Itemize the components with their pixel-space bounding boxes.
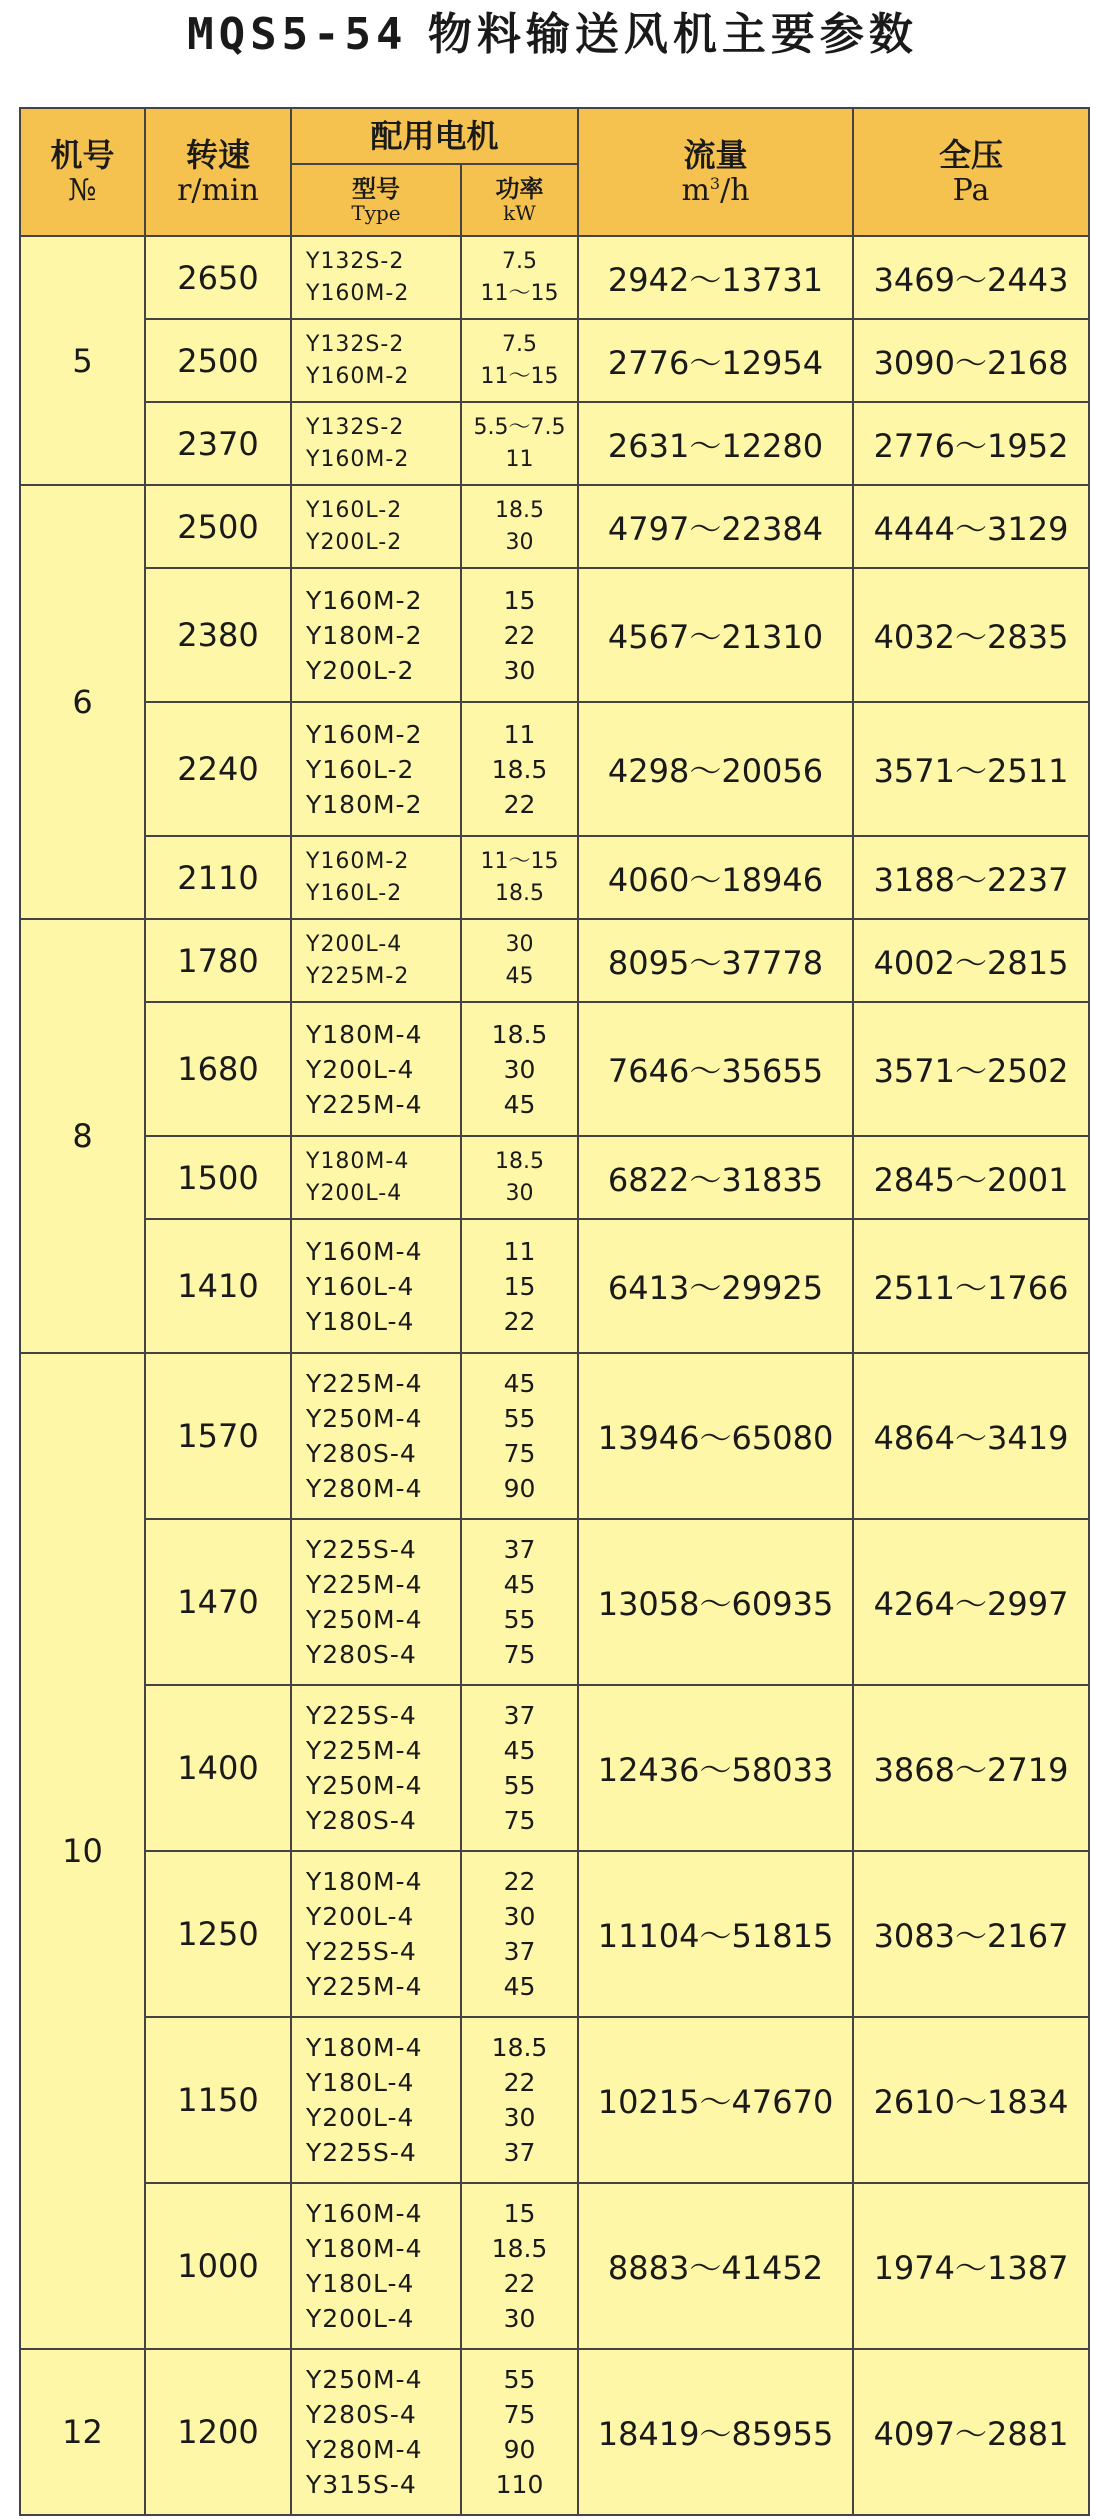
motor-type: Y180L-4 xyxy=(306,2068,415,2097)
header-flow-unit xyxy=(579,174,852,208)
motor-power: 30 xyxy=(505,529,534,555)
motor-power: 5.5～7.5 xyxy=(473,414,566,440)
motor-power: 30 xyxy=(503,2304,536,2333)
motor-type: Y180L-4 xyxy=(306,2269,415,2298)
motor-type: Y280S-4 xyxy=(306,2400,417,2429)
motor-power: 18.5 xyxy=(491,754,548,784)
motor-type: Y160L-4 xyxy=(306,1271,415,1301)
table-row xyxy=(20,2017,1089,2183)
flow-unit-h: /h xyxy=(720,173,750,208)
parameters-table xyxy=(19,107,1090,2516)
speed-cell: 2650 xyxy=(145,236,291,319)
motor-power: 75 xyxy=(503,1439,536,1468)
motor-power-cell xyxy=(461,1219,578,1353)
motor-power: 22 xyxy=(503,1306,536,1336)
motor-type-cell xyxy=(291,919,461,1002)
motor-power: 55 xyxy=(503,1605,536,1634)
motor-power: 45 xyxy=(503,1972,536,2001)
table-row xyxy=(20,919,1089,1002)
table-row xyxy=(20,319,1089,402)
motor-type: Y160M-2 xyxy=(306,585,423,615)
motor-type: Y280S-4 xyxy=(306,1439,417,1468)
motor-type: Y250M-4 xyxy=(306,1771,423,1800)
table-row xyxy=(20,1851,1089,2017)
flow-cell: 6413～29925 xyxy=(578,1219,853,1353)
motor-type: Y225M-2 xyxy=(306,963,410,989)
table-row xyxy=(20,1685,1089,1851)
motor-type: Y160M-2 xyxy=(306,848,410,874)
speed-cell: 1150 xyxy=(145,2017,291,2183)
flow-cell: 4567～21310 xyxy=(578,568,853,702)
flow-cell: 2631～12280 xyxy=(578,402,853,485)
table-row xyxy=(20,485,1089,568)
motor-type: Y250M-4 xyxy=(306,1605,423,1634)
motor-type: Y200L-4 xyxy=(306,2103,415,2132)
speed-cell: 1200 xyxy=(145,2349,291,2515)
motor-type-cell xyxy=(291,1851,461,2017)
pressure-cell: 4864～3419 xyxy=(853,1353,1089,1519)
speed-cell: 1570 xyxy=(145,1353,291,1519)
motor-type: Y225S-4 xyxy=(306,1535,417,1564)
motor-power: 11 xyxy=(505,446,534,472)
motor-power: 22 xyxy=(503,1867,536,1896)
motor-power: 30 xyxy=(503,2103,536,2132)
table-row xyxy=(20,1353,1089,1519)
motor-type-cell xyxy=(291,2017,461,2183)
motor-type: Y280M-4 xyxy=(306,1474,423,1503)
motor-type: Y132S-2 xyxy=(306,414,405,440)
motor-type: Y225M-4 xyxy=(306,1570,423,1599)
motor-power: 7.5 xyxy=(502,248,537,274)
motor-power-cell xyxy=(461,568,578,702)
motor-type-cell xyxy=(291,1136,461,1219)
table-row xyxy=(20,836,1089,919)
motor-type: Y200L-4 xyxy=(306,1902,415,1931)
motor-power: 18.5 xyxy=(491,2033,548,2062)
motor-type: Y180M-4 xyxy=(306,2234,423,2263)
flow-cell: 8095～37778 xyxy=(578,919,853,1002)
motor-type: Y160M-2 xyxy=(306,446,410,472)
motor-power: 15 xyxy=(503,1271,536,1301)
motor-type: Y200L-2 xyxy=(306,655,415,685)
motor-type-cell xyxy=(291,236,461,319)
pressure-cell: 3083～2167 xyxy=(853,1851,1089,2017)
motor-type: Y225M-4 xyxy=(306,1369,423,1398)
motor-type: Y200L-4 xyxy=(306,1054,415,1084)
motor-type-cell xyxy=(291,2183,461,2349)
header-power-cn: 功率 xyxy=(495,175,544,203)
pressure-cell: 4264～2997 xyxy=(853,1519,1089,1685)
motor-type-cell xyxy=(291,485,461,568)
motor-type: Y200L-4 xyxy=(306,931,403,957)
motor-power: 7.5 xyxy=(502,331,537,357)
motor-power-cell xyxy=(461,1851,578,2017)
motor-power-cell xyxy=(461,1519,578,1685)
motor-power: 55 xyxy=(503,1404,536,1433)
motor-power: 45 xyxy=(505,963,534,989)
motor-power: 45 xyxy=(503,1736,536,1765)
machine-no-cell: 5 xyxy=(20,236,145,485)
motor-power-cell xyxy=(461,2349,578,2515)
motor-power: 30 xyxy=(505,931,534,957)
speed-cell: 2110 xyxy=(145,836,291,919)
motor-power: 11～15 xyxy=(480,848,559,874)
motor-power: 22 xyxy=(503,620,536,650)
motor-type: Y225S-4 xyxy=(306,2138,417,2167)
title-model-code: MQS5-54 xyxy=(187,9,408,60)
flow-cell: 13058～60935 xyxy=(578,1519,853,1685)
motor-type: Y180M-4 xyxy=(306,1019,423,1049)
table-row xyxy=(20,236,1089,319)
motor-type-cell xyxy=(291,2349,461,2515)
pressure-cell: 4032～2835 xyxy=(853,568,1089,702)
motor-power-cell xyxy=(461,2183,578,2349)
motor-power: 110 xyxy=(495,2470,544,2499)
motor-power: 90 xyxy=(503,1474,536,1503)
pressure-cell: 4097～2881 xyxy=(853,2349,1089,2515)
motor-type-cell xyxy=(291,702,461,836)
motor-type: Y250M-4 xyxy=(306,1404,423,1433)
motor-power: 37 xyxy=(503,1535,536,1564)
header-machine-no-cn: 机号 xyxy=(50,136,115,174)
motor-power: 11 xyxy=(503,1236,536,1266)
motor-type: Y250M-4 xyxy=(306,2365,423,2394)
motor-type: Y225M-4 xyxy=(306,1089,423,1119)
machine-no-cell: 12 xyxy=(20,2349,145,2515)
header-machine-no-en: № xyxy=(68,173,97,208)
motor-type: Y315S-4 xyxy=(306,2470,417,2499)
header-motor-power xyxy=(461,164,578,236)
motor-power: 18.5 xyxy=(491,2234,548,2263)
machine-no-cell: 10 xyxy=(20,1353,145,2349)
header-pressure-unit: Pa xyxy=(952,173,990,208)
flow-cell: 18419～85955 xyxy=(578,2349,853,2515)
page-title xyxy=(0,0,1105,100)
motor-power: 45 xyxy=(503,1089,536,1119)
flow-cell: 4060～18946 xyxy=(578,836,853,919)
motor-power: 30 xyxy=(503,1054,536,1084)
header-speed xyxy=(145,108,291,236)
motor-type-cell xyxy=(291,836,461,919)
header-flow-cn: 流量 xyxy=(683,136,748,174)
motor-power: 11～15 xyxy=(480,363,559,389)
flow-cell: 8883～41452 xyxy=(578,2183,853,2349)
motor-power: 30 xyxy=(503,655,536,685)
motor-power-cell xyxy=(461,1685,578,1851)
pressure-cell: 3571～2502 xyxy=(853,1002,1089,1136)
header-speed-cn: 转速 xyxy=(185,136,250,174)
motor-power: 22 xyxy=(503,789,536,819)
pressure-cell: 3469～2443 xyxy=(853,236,1089,319)
motor-power: 18.5 xyxy=(495,1148,544,1174)
motor-power: 18.5 xyxy=(491,1019,548,1049)
motor-power: 15 xyxy=(503,585,536,615)
motor-power-cell xyxy=(461,485,578,568)
motor-power: 18.5 xyxy=(495,497,544,523)
flow-cell: 10215～47670 xyxy=(578,2017,853,2183)
motor-power: 11～15 xyxy=(480,280,559,306)
table-row xyxy=(20,1002,1089,1136)
table-row xyxy=(20,2349,1089,2515)
flow-cell: 7646～35655 xyxy=(578,1002,853,1136)
flow-cell: 4797～22384 xyxy=(578,485,853,568)
table-body xyxy=(20,236,1089,2515)
motor-type: Y280S-4 xyxy=(306,1806,417,1835)
pressure-cell: 3090～2168 xyxy=(853,319,1089,402)
motor-power: 55 xyxy=(503,1771,536,1800)
motor-power: 75 xyxy=(503,2400,536,2429)
motor-type: Y280S-4 xyxy=(306,1640,417,1669)
header-pressure-cn: 全压 xyxy=(939,136,1004,174)
flow-cell: 12436～58033 xyxy=(578,1685,853,1851)
motor-power-cell xyxy=(461,702,578,836)
header-motor xyxy=(291,108,578,164)
motor-type: Y225S-4 xyxy=(306,1701,417,1730)
motor-type: Y180M-4 xyxy=(306,2033,423,2062)
motor-power-cell xyxy=(461,836,578,919)
motor-type: Y160L-2 xyxy=(306,754,415,784)
motor-type: Y225M-4 xyxy=(306,1972,423,2001)
pressure-cell: 1974～1387 xyxy=(853,2183,1089,2349)
motor-type-cell xyxy=(291,1219,461,1353)
motor-power-cell xyxy=(461,1002,578,1136)
speed-cell: 1400 xyxy=(145,1685,291,1851)
table-row xyxy=(20,568,1089,702)
motor-power: 75 xyxy=(503,1640,536,1669)
header-machine-no xyxy=(20,108,145,236)
title-text: 物料输送风机主要参数 xyxy=(427,9,918,60)
header-type-en: Type xyxy=(351,201,401,225)
motor-type-cell xyxy=(291,568,461,702)
pressure-cell: 3868～2719 xyxy=(853,1685,1089,1851)
flow-cell: 4298～20056 xyxy=(578,702,853,836)
motor-power: 30 xyxy=(503,1902,536,1931)
motor-power-cell xyxy=(461,402,578,485)
motor-type: Y180M-4 xyxy=(306,1148,410,1174)
speed-cell: 1500 xyxy=(145,1136,291,1219)
flow-cell: 2776～12954 xyxy=(578,319,853,402)
motor-type: Y180M-4 xyxy=(306,1867,423,1896)
header-motor-type xyxy=(291,164,461,236)
pressure-cell: 2511～1766 xyxy=(853,1219,1089,1353)
pressure-cell: 2610～1834 xyxy=(853,2017,1089,2183)
motor-power: 22 xyxy=(503,2068,536,2097)
motor-power: 37 xyxy=(503,1701,536,1730)
motor-power: 37 xyxy=(503,2138,536,2167)
motor-power: 18.5 xyxy=(495,880,544,906)
speed-cell: 2380 xyxy=(145,568,291,702)
motor-type-cell xyxy=(291,1519,461,1685)
header-motor-cn: 配用电机 xyxy=(370,117,499,155)
motor-type: Y160M-2 xyxy=(306,363,410,389)
speed-cell: 1410 xyxy=(145,1219,291,1353)
motor-type: Y160L-2 xyxy=(306,880,403,906)
motor-power: 30 xyxy=(505,1180,534,1206)
pressure-cell: 2776～1952 xyxy=(853,402,1089,485)
table-row xyxy=(20,2183,1089,2349)
flow-cell: 2942～13731 xyxy=(578,236,853,319)
motor-type: Y160M-4 xyxy=(306,2199,423,2228)
motor-power: 11 xyxy=(503,719,536,749)
motor-power: 22 xyxy=(503,2269,536,2298)
motor-power-cell xyxy=(461,2017,578,2183)
table-row xyxy=(20,1136,1089,1219)
motor-type-cell xyxy=(291,1353,461,1519)
motor-power-cell xyxy=(461,236,578,319)
machine-no-cell: 6 xyxy=(20,485,145,919)
machine-no-cell: 8 xyxy=(20,919,145,1353)
header-pressure xyxy=(853,108,1089,236)
motor-power-cell xyxy=(461,319,578,402)
table-row xyxy=(20,702,1089,836)
header-type-cn: 型号 xyxy=(352,175,400,203)
motor-power-cell xyxy=(461,1353,578,1519)
motor-power: 15 xyxy=(503,2199,536,2228)
table-row xyxy=(20,1219,1089,1353)
flow-cell: 6822～31835 xyxy=(578,1136,853,1219)
speed-cell: 1780 xyxy=(145,919,291,1002)
pressure-cell: 3571～2511 xyxy=(853,702,1089,836)
motor-type-cell xyxy=(291,319,461,402)
motor-power: 37 xyxy=(503,1937,536,1966)
speed-cell: 1470 xyxy=(145,1519,291,1685)
motor-type: Y180M-2 xyxy=(306,620,423,650)
pressure-cell: 2845～2001 xyxy=(853,1136,1089,1219)
motor-type: Y180M-2 xyxy=(306,789,423,819)
motor-type-cell xyxy=(291,1685,461,1851)
pressure-cell: 4002～2815 xyxy=(853,919,1089,1002)
motor-type: Y200L-4 xyxy=(306,2304,415,2333)
motor-type: Y160M-4 xyxy=(306,1236,423,1266)
motor-type: Y225M-4 xyxy=(306,1736,423,1765)
speed-cell: 2500 xyxy=(145,485,291,568)
motor-type-cell xyxy=(291,1002,461,1136)
flow-unit-sup: 3 xyxy=(709,174,721,193)
table-row xyxy=(20,1519,1089,1685)
table-row xyxy=(20,402,1089,485)
flow-cell: 11104～51815 xyxy=(578,1851,853,2017)
header-speed-unit: r/min xyxy=(177,173,259,208)
header-row-top xyxy=(20,108,1089,164)
motor-type: Y160M-2 xyxy=(306,280,410,306)
motor-power: 55 xyxy=(503,2365,536,2394)
motor-type: Y160M-2 xyxy=(306,719,423,749)
motor-type-cell xyxy=(291,402,461,485)
pressure-cell: 3188～2237 xyxy=(853,836,1089,919)
motor-type: Y200L-2 xyxy=(306,529,403,555)
flow-unit-m: m xyxy=(681,173,710,208)
motor-type: Y160L-2 xyxy=(306,497,403,523)
motor-power-cell xyxy=(461,1136,578,1219)
motor-type: Y132S-2 xyxy=(306,248,405,274)
speed-cell: 2240 xyxy=(145,702,291,836)
pressure-cell: 4444～3129 xyxy=(853,485,1089,568)
flow-cell: 13946～65080 xyxy=(578,1353,853,1519)
motor-type: Y180L-4 xyxy=(306,1306,415,1336)
speed-cell: 1000 xyxy=(145,2183,291,2349)
motor-power: 75 xyxy=(503,1806,536,1835)
motor-power-cell xyxy=(461,919,578,1002)
motor-power: 45 xyxy=(503,1369,536,1398)
speed-cell: 1680 xyxy=(145,1002,291,1136)
motor-power: 45 xyxy=(503,1570,536,1599)
speed-cell: 1250 xyxy=(145,1851,291,2017)
motor-type: Y132S-2 xyxy=(306,331,405,357)
motor-type: Y280M-4 xyxy=(306,2435,423,2464)
motor-type: Y200L-4 xyxy=(306,1180,403,1206)
motor-power: 90 xyxy=(503,2435,536,2464)
header-flow xyxy=(578,108,853,236)
header-power-en: kW xyxy=(503,201,536,225)
motor-type: Y225S-4 xyxy=(306,1937,417,1966)
speed-cell: 2500 xyxy=(145,319,291,402)
speed-cell: 2370 xyxy=(145,402,291,485)
